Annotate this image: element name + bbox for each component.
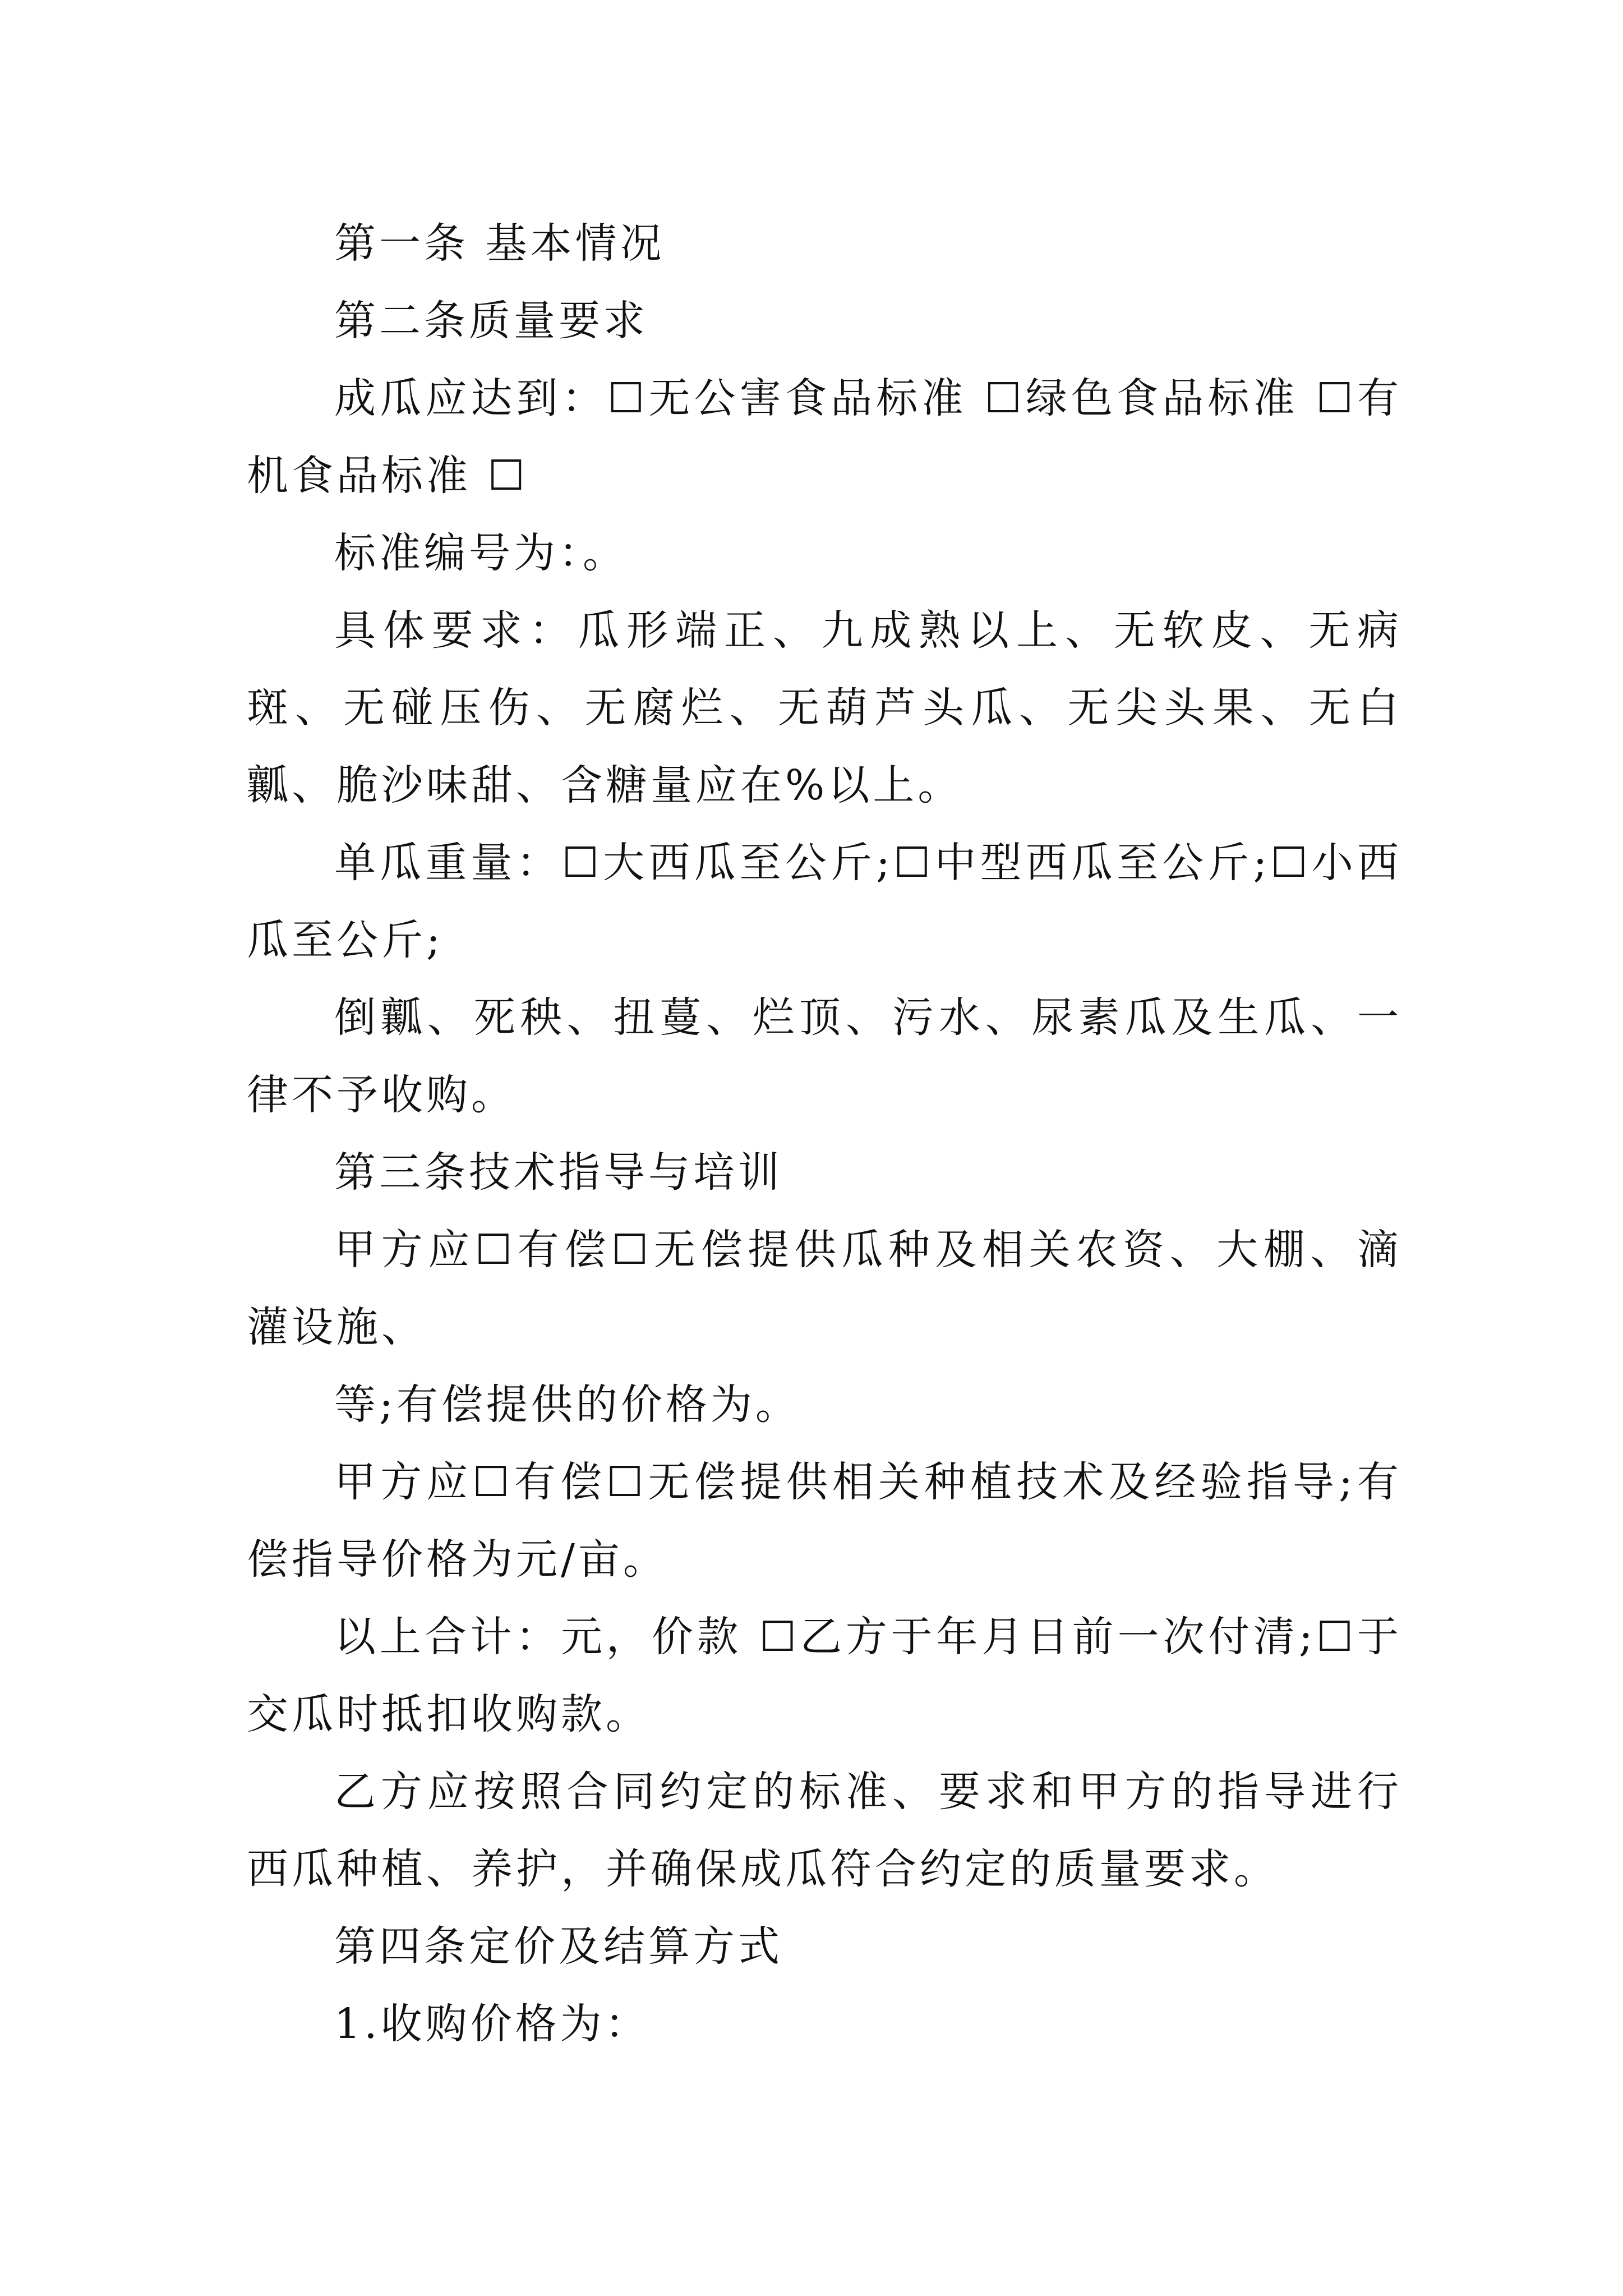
document-body <box>247 205 1402 2063</box>
rejection-paragraph: 倒瓤、死秧、扭蔓、烂顶、污水、尿素瓜及生瓜、一律不予收购。 <box>247 993 1402 1119</box>
technical-guidance-paragraph: 甲方应☐有偿☐无偿提供相关种植技术及经验指导;有偿指导价格为元/亩。 <box>247 1458 1402 1584</box>
article-4-heading: 第四条定价及结算方式 <box>334 1922 783 1971</box>
party-b-obligation-paragraph: 乙方应按照合同约定的标准、要求和甲方的指导进行西瓜种植、养护，并确保成瓜符合约定的质量要求。 <box>247 1768 1402 1893</box>
article-3-heading: 第三条技术指导与培训 <box>334 1148 783 1197</box>
article-1-heading: 第一条 基本情况 <box>334 219 665 268</box>
supply-price-paragraph: 等;有偿提供的价格为。 <box>334 1381 800 1429</box>
single-melon-weight-paragraph: 单瓜重量：☐大西瓜至公斤;☐中型西瓜至公斤;☐小西瓜至公斤; <box>247 839 1402 964</box>
quality-standard-paragraph: 成瓜应达到：☐无公害食品标准 ☐绿色食品标准 ☐有机食品标准 ☐ <box>247 374 1402 500</box>
purchase-price-item: 1.收购价格为： <box>334 2000 650 2048</box>
payment-total-paragraph: 以上合计：元，价款 ☐乙方于年月日前一次付清;☐于交瓜时抵扣收购款。 <box>247 1613 1402 1738</box>
article-2-heading: 第二条质量要求 <box>334 297 648 345</box>
specific-requirements-paragraph: 具体要求：瓜形端正、九成熟以上、无软皮、无病斑、无碰压伤、无腐烂、无葫芦头瓜、无尖头果、无白瓤、脆沙味甜、含糖量应在%以上。 <box>247 606 1402 809</box>
seed-supply-paragraph: 甲方应☐有偿☐无偿提供瓜种及相关农资、大棚、滴灌设施、 <box>247 1226 1402 1351</box>
standard-number-paragraph: 标准编号为：。 <box>334 529 628 577</box>
